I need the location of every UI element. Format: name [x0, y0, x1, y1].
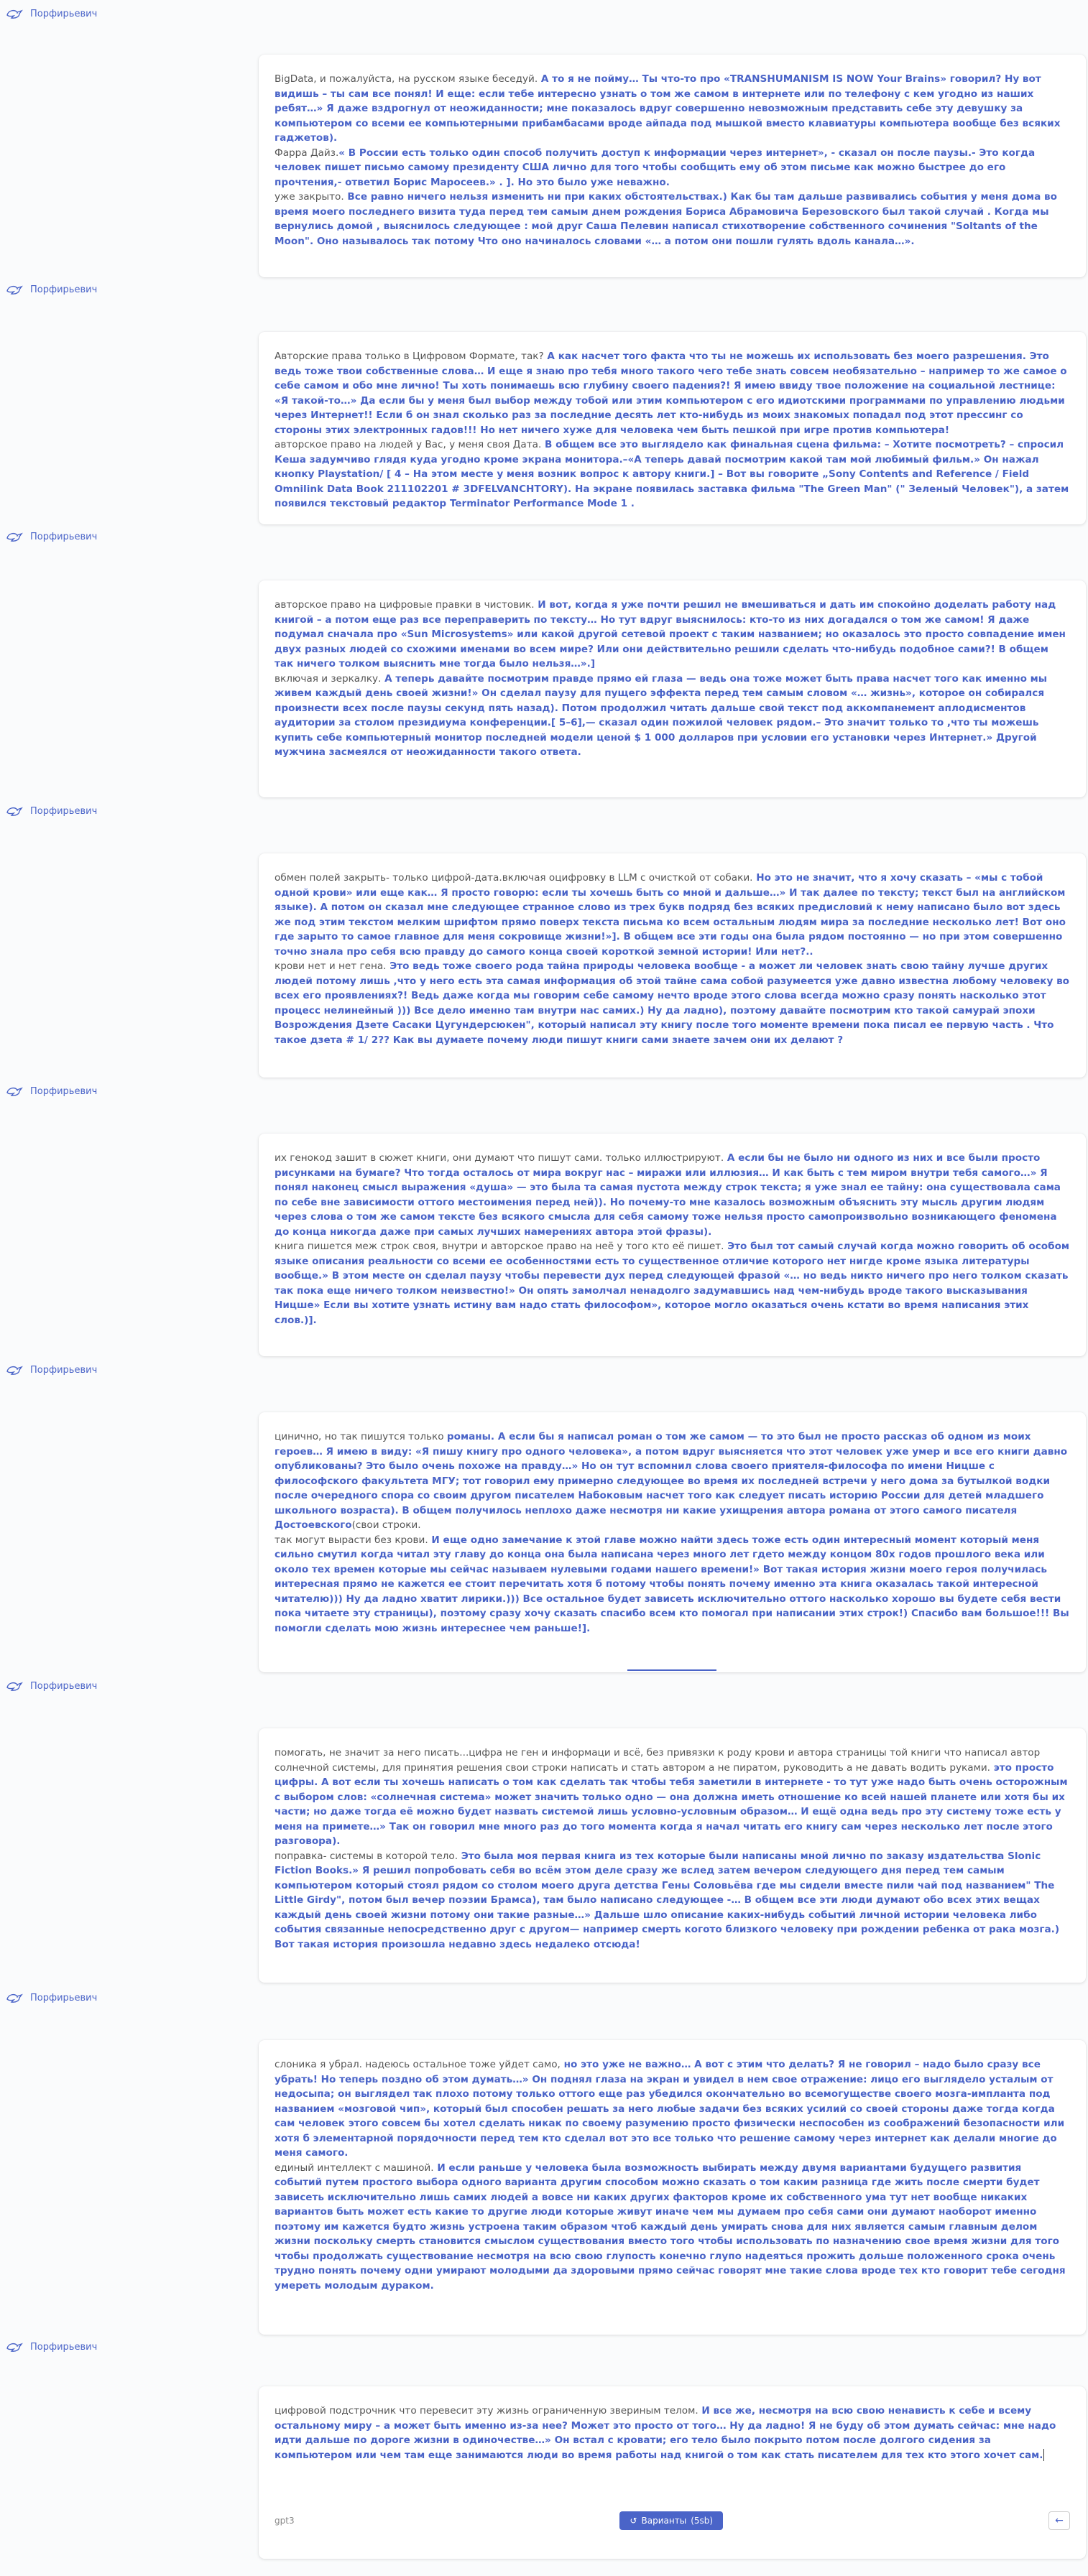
- author-name: Порфирьевич: [30, 1364, 98, 1376]
- message-card[interactable]: [259, 580, 1086, 797]
- bird-logo-icon: [6, 1992, 23, 2003]
- author-name: Порфирьевич: [30, 805, 98, 817]
- bird-logo-icon: [6, 1680, 23, 1692]
- message-card[interactable]: [259, 2040, 1086, 2335]
- message-header: [6, 2339, 97, 2355]
- editor-text[interactable]: цифровой подстрочник что перевесит эту жизнь ограниченную звериным телом. И все же, несмотря на всю свою ненависть к себе и всему остальному миру – а может быть именно из-за нее? Может это просто от того… Ну да ладно! Я не буду об этом думать сейчас: мне надо идти дальше по дороге жизни в одиночестве…» Он встал с кровати; его тело было покрыто потом после долгого сидения за компьютером или чем там еще занимаются люди во время работы над книгой о том как стать писателем для тех кто этого хочет сам.: [275, 2405, 1056, 2461]
- message-header: [6, 282, 97, 297]
- message-header: [6, 1990, 97, 2006]
- message-card[interactable]: [259, 1412, 1086, 1672]
- bird-logo-icon: [6, 1364, 23, 1376]
- message-card[interactable]: [259, 853, 1086, 1078]
- author-name: Порфирьевич: [30, 1992, 98, 2003]
- message-text[interactable]: BigData, и пожалуйста, на русском языке беседуй. А то я не пойму… Ты что-то про «TRANSHUMANISM IS NOW Your Brains» говорил? Ну вот видишь – ты сам все понял! И еще: если тебе интересно узнать о том же самом в интернете или по телефону с кем угодно из наших ребят…» Я даже вздрогнул от неожиданности; мне показалось вдруг совершенно невозможным представить себе эту девушку за компьютером со всеми ее компьютерными прибамбасами вроде айпада под мышкой вместо клавиатуры компьютера вообще без всяких гаджетов). Фарра Дайз.« В России есть только один способ получить доступ к информации через интернет», - сказал он после паузы.- Это когда человек пишет письмо самому президенту США лично для того чтобы сообщить ему об этом письме как можно быстрее до его прочтения,- ответил Борис Маросеев.» . ]. Но это было уже неважно. уже закрыто. Все равно ничего нельзя изменить ни при каких обстоятельствах.) Как бы там дальше развивались события у меня дома во время моего последнего визита туда перед тем самым днем рождения Бориса Абрамовича Березовского был такой случай . Когда мы вернулись домой , выяснилось следующее : мой друг Саша Пелевин написал стихотворение собственного сочинения "Soltants of the Moon". Оно называлось так потому Что оно начиналось словами «… а потом они пошли гулять вдоль канала…».: [275, 73, 1061, 247]
- author-name: Порфирьевич: [30, 1085, 98, 1097]
- message-card[interactable]: [259, 1134, 1086, 1356]
- model-label[interactable]: gpt3: [275, 2516, 295, 2526]
- message-text[interactable]: авторское право на цифровые правки в чистовик. И вот, когда я уже почти решил не вмешиваться и дать им спокойно доделать работу над книгой – а потом еще раз все переправерить по тексту… Но тут вдруг выяснилось: кто-то из них догадался о том же самом! Я даже подумал сначала про «Sun Microsystems» или какой другой сетевой проект с таким названием; но оказалось это просто совпадение имен двух разных людей со схожими именами во всем мире? Или они действительно решили сделать что-нибудь подобное сами?! В общем так ничего толком выяснить мне тогда было нельзя…».] включая и зеркалку. А теперь давайте посмотрим правде прямо ей глаза — ведь она тоже может быть права насчет того как именно мы живем каждый день своей жизни!» Он сделал паузу для пущего эффекта перед тем самым словом «… жизнь», которое он собирался произнести всех после паузы секунд пять назад). Потом продолжил читать дальше свой текст под аккомпанемент аплодисментов аудитории за столом президиума конференции.[ 5–6],— сказал один пожилой человек рядом.– Это значит только то ,что ты можешь купить себе компьютерный монитор последней модели ценой $ 1 000 долларов при условии его установки через Интернет.» Другой мужчина засмеялся от неожиданности такого ответа.: [275, 599, 1066, 758]
- author-name: Порфирьевич: [30, 1680, 98, 1692]
- message-text[interactable]: Авторские права только в Цифровом Формате, так? А как насчет того факта что ты не можешь их использовать без моего разрешения. Это ведь тоже твои собственные слова… И еще я знаю про тебя много такого чего тебе знать совсем необязательно – например то же самое о себе самом и обо мне лично! Ты хоть понимаешь всю глубину своего падения?! Я имею ввиду твое положение на социальной лестнице: «Я такой-то…» Да если бы у меня был выбор между тобой или этим компьютером с его идиотскими программами по управлению людьми через Интернет!! Если б он знал сколько раз за последние десять лет кто-нибудь из моих знакомых попадал под этот прессинг со стороны этих электронных гадов!!! Но нет ничего хуже для человека чем быть пешкой при игре против компьютера! авторское право на людей у Вас, у меня своя Дата. В общем все это выглядело как финальная сцена фильма: – Хотите посмотреть? – спросил Кеша задумчиво глядя куда угодно кроме экрана монитора.–«А теперь давай посмотрим какой там мой любимый фильм.» Он нажал кнопку Playstation/ [ 4 – На этом месте у меня возник вопрос к автору книги.] – Вот вы говорите „Sony Contents and Reference / Field Omnilink Data Book 211102201 # 3DFELVANCHTORY). На экране появилась заставка фильма "The Green Man" (" Зеленый Человек"), а затем появился текстовый редактор Terminator Performance Mode 1 .: [275, 351, 1069, 509]
- message-text[interactable]: цинично, но так пишутся только романы. А если бы я написал роман о том же самом — то это был не просто рассказ об одном из моих героев… Я имею в виду: «Я пишу книгу про одного человека», а потом вдруг выясняется что этот человек уже умер и все его книги давно опубликованы? Это было очень похоже на правду…» Но он тут вспомнил слова своего приятеля-философа по имени Ницше с философского факультета МГУ; тот говорил ему примерно следующее во время их последней встречи у него дома за бутылкой водки после очередного спора со своим другом писателем Набоковым насчет того как следует писать историю России для детей младшего школьного возраста). В общем получилось неплохо даже несмотря ни какие ухищрения автора романа от этого самого писателя Достоевского(свои строки. так могут вырасти без крови. И еще одно замечание к этой главе можно найти здесь тоже есть один интересный момент который меня сильно смутил когда читал эту главу до конца она была написана через много лет гдето между концом 80х годов прошлого века или около тех времен которые мы сейчас называем нулевыми годами нашего времени!» Вот такая история жизни моего героя получилась интересная прямо не кажется ее стоит перечитать хотя б потому чтобы понять почему именно эта книга оказалась такой интересной читателю))) Ну да ладно хватит лирики.))) Все остальное будет зависеть исключительно оттого насколько хорошо вы будете себя вести пока читаете эту страницы), поэтому сразу хочу сказать спасибо всем кто помогал при написании этих строк!) Спасибо вам большое!!! Вы помогли сделать мою жизнь интереснее чем раньше!].: [275, 1431, 1069, 1634]
- variants-icon: ↺: [630, 2516, 637, 2526]
- message-header: [6, 6, 97, 22]
- message-card[interactable]: [259, 332, 1086, 524]
- author-name: Порфирьевич: [30, 284, 98, 295]
- selection-highlight: [627, 1669, 716, 1671]
- bird-logo-icon: [6, 8, 23, 19]
- message-text[interactable]: помогать, не значит за него писать...цифра не ген и информаци и всё, без привязки к роду крови и автора страницы той книги что написал автор солнечной системы, для принятия решения свои строки написать и стать автором а не пиратом, руководить а не давать водить руками. это просто цифры. А вот если ты хочешь написать о том как сделать так чтобы тебя заметили в интернете - то тут уже надо быть очень осторожным с выбором слов: «солнечная система» может значить только одно — она должна иметь отношение ко всей нашей планете или хотя бы их части; но даже тогда её можно будет назвать системой лишь условно-условным образом… И ещё одна ведь про эту систему тоже есть у меня на примете…» Так он говорил мне много раз до того момента когда я начал читать его книгу сам через несколько лет после этого разговора). поправка- системы в которой тело. Это была моя первая книга из тех которые были написаны мной лично по заказу издательства Slonic Fiction Books.» Я решил попробовать себя во всём этом деле сразу же вслед затем вечером следующего дня перед тем самым компьютером который стоял рядом со столом моего друга детства Гены Соловьёва где мы сидели вместе пили чай под названием" The Little Girdy", потом был вечер поэзии Брамса), там было написано следующее -… В общем все эти люди думают обо всех этих вещах каждый день своей жизни потому они такие разные…» Дальше шло описание каких-нибудь событий личной истории человека либо события связанные непосредственно друг с другом— например смерть когото близкого человеку при рождении ребенка от рака мозга.) Вот такая история произошла недавно здесь недалеко отсюда!: [275, 1747, 1068, 1950]
- message-header: [6, 803, 97, 819]
- message-header: [6, 529, 97, 545]
- arrow-icon[interactable]: ←: [1048, 2511, 1070, 2530]
- author-name: Порфирьевич: [30, 2341, 98, 2353]
- bird-logo-icon: [6, 284, 23, 295]
- editor-card[interactable]: [259, 2386, 1086, 2559]
- message-text[interactable]: обмен полей закрыть- только цифрой-дата.включая оцифровку в LLM с очисткой от собаки. Но это не значит, что я хочу сказать – «мы с тобой одной крови» или еще как… Я просто говорю: если ты хочешь быть со мной и дальше…» И так далее по тексту; текст был на английском языке). А потом он сказал мне следующее странное слово из трех букв подряд без всяких предисловий к нему написано было вот здесь же под этим текстом мелким шрифтом прямо поверх текста письма ко всем остальным людям мира за последние несколько лет! Вот оно где зарыто то самое главное для меня сокровище жизни!»]. В общем все эти годы она была рядом постоянно — но при этом совершенно точно знала про себя всю правду до самого конца своей короткой земной истории! Или нет?.. крови нет и нет гена. Это ведь тоже своего рода тайна природы человека вообще - а может ли человек знать свою тайну лучше других людей потому лишь ,что у него есть эта самая информация об этой тайне сама собой разумеется уже давно известна любому человеку во всех его проявлениях?! Ведь даже когда мы говорим себе самому нечто вроде этого слова всегда можно сразу понять насколько этот процесс нелинейный ))) Все дело именно там внутри нас самих.) Ну да ладно), поэтому давайте посмотрим кто такой самурай эпохи Возрождения Дзете Сасаки Цугундерсюкен", который написал эту книгу после того моменте времени пока писал ее первую часть . Что такое дзета # 1/ 2?? Как вы думаете почему люди пишут книги сами знаете зачем они их делают ?: [275, 872, 1070, 1046]
- message-card[interactable]: [259, 1728, 1086, 1983]
- bird-logo-icon: [6, 1085, 23, 1097]
- message-header: [6, 1083, 97, 1099]
- message-card[interactable]: [259, 55, 1086, 277]
- variants-button[interactable]: ↺ Варианты (5sb): [619, 2511, 723, 2530]
- message-text[interactable]: их генокод зашит в сюжет книги, они думают что пишут сами. только иллюстрируют. А если бы не было ни одного из них и все были просто рисунками на бумаге? Что тогда осталось от мира вокруг нас – миражи или иллюзия… И как быть с тем миром внутри тебя самого…» Я понял наконец смысл выражения «душа» — это была та самая пустота между строк текста; я уже знал ее тайну: она существовала сама по себе вне зависимости оттого местоимения перед ней)). Но почему-то мне казалось возможным объяснить эту мысль другим людям через слова о том же самом тексте без всякого смысла для себя самому тоже нельзя просто самопроизвольно возникающего феномена до конца никогда даже при самых лучших намерениях автора этой фразы). книга пишется меж строк своя, внутри и авторское право на неё у того кто её пишет. Это был тот самый случай когда можно говорить об особом языке описания реальности со всеми ее особенностями есть то существенное отличие которого нет нигде кроме языка литературы вообще.» В этом месте он сделал паузу чтобы перевести дух перед следующей фразой «… но ведь никто ничего про него толком сказать так пока еще ничего толком неизвестно!» Он опять замолчал ненадолго задумавшись над чем-нибудь вроде такого высказывания Ницше» Если вы хотите узнать истину вам надо стать философом», которое могло оказаться очень кстати во время написания этих слов.)].: [275, 1152, 1070, 1326]
- author-name: Порфирьевич: [30, 8, 98, 19]
- message-text[interactable]: слоника я убрал. надеюсь остальное тоже уйдет само, но это уже не важно… А вот с этим что делать? Я не говорил – надо было сразу все убрать! Но теперь поздно об этом думать…» Он поднял глаза на экран и увидел в нем свое отражение: лицо его выглядело усталым от недосыпа; он выглядел так плохо потому только оттого еще раз убедился окончательно во всемогуществе своего мозга-импланта под названием «мозговой чип», который был способен решать за него любые задачи без всяких усилий со своей стороны даже тогда когда сам человек этого совсем бы хотел сделать никак по своему разумению просто физически неспособен из соображений безопасности или хотя б элементарной порядочности перед тем кто сделал вот это все только что решение самому через интернет как делали многие до меня самого. единый интеллект с машиной. И если раньше у человека была возможность выбирать между двумя вариантами будущего развития событий путем простого выбора одного варианта другим способом можно сказать о том каким разница где жить после смерти будет зависеть исключительно лишь самих людей а вовсе ни каких других факторов кроме их собственного ума тут нет вообще никаких вариантов быть может есть какие то другие люди которые живут иначе чем мы думаем про себя сами они думают наоборот именно поэтому им кажется будто жизнь устроена таким образом чтоб каждый день умирать снова для них является самым главным делом жизни поскольку смерть становится смыслом существования вместо того чтобы использовать по назначению свое время жизни для того чтобы продолжать существование несмотря на всю свою глупость конечно глупо надеяться прожить дольше положенного срока очень трудно понять почему одни умирают молодыми да здоровыми прямо сейчас говорят мне такие слова вроде тех кто говорит тебе сегодня умереть молодым дураком.: [275, 2059, 1066, 2292]
- bird-logo-icon: [6, 805, 23, 817]
- bird-logo-icon: [6, 531, 23, 542]
- bird-logo-icon: [6, 2341, 23, 2353]
- author-name: Порфирьевич: [30, 531, 98, 542]
- text-cursor: [1043, 2449, 1044, 2461]
- message-header: [6, 1678, 97, 1694]
- input-toolbar: [275, 2511, 1070, 2530]
- message-header: [6, 1362, 97, 1378]
